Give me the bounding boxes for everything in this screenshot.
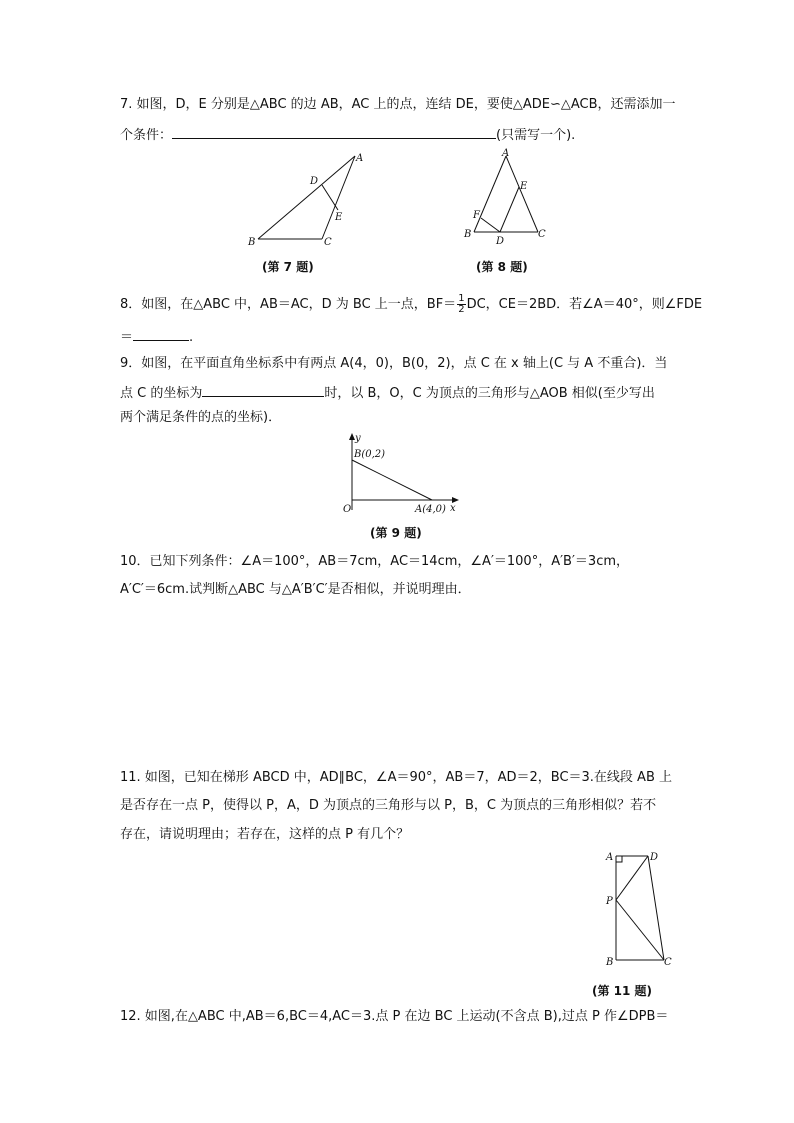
fig8-caption: (第 8 题) [476,260,528,274]
fig8-label-b: B [464,229,472,240]
q11-line1: 11. 如图，已知在梯形 ABCD 中，AD∥BC，∠A＝90°，AB＝7，AD＝2，BC＝3.在线段 AB 上 [120,770,673,785]
q8-frac-den: 2 [458,304,465,315]
q8-line2 [120,326,193,347]
fig11-label-a: A [606,852,614,863]
q8-frac-num: 1 [458,293,465,304]
fig7-label-c: C [324,237,332,248]
q9-line2 [120,382,655,403]
fig9-label-b: B(0,2) [354,449,386,460]
fig8-label-f: F [473,210,480,221]
fig8-label-d: D [496,236,505,247]
fig9-label-x: x [450,503,456,514]
fig7-caption: (第 7 题) [262,260,314,274]
figure-9 [336,430,466,518]
q9-answer-blank[interactable] [202,382,324,397]
figure-7 [240,148,380,252]
q9-line2-suffix: 时，以 B，O，C 为顶点的三角形与△AOB 相似(至少写出 [324,386,655,401]
q8-line2-suffix: . [189,330,194,345]
figure-11 [598,846,682,970]
q8-fraction [457,294,465,315]
fig7-label-a: A [356,153,364,164]
q7-line2 [120,124,575,145]
q8-line1-part2: DC，CE＝2BD．若∠A＝40°，则∠FDE [466,297,703,312]
fig11-caption: (第 11 题) [592,984,653,998]
q11-line3: 存在，请说明理由；若存在，这样的点 P 有几个？ [120,827,410,842]
fig9-label-y: y [355,433,361,444]
fig11-label-c: C [664,957,672,968]
fig9-label-a: A(4,0) [415,504,446,515]
figure-8 [462,148,562,252]
q7-line1: 7. 如图，D，E 分别是△ABC 的边 AB，AC 上的点，连结 DE，要使△ADE∽△ACB，还需添加一 [120,97,676,112]
q9-line2-prefix: 点 C 的坐标为 [120,386,203,401]
q8-line1-part1: 8．如图，在△ABC 中，AB＝AC，D 为 BC 上一点，BF＝ [120,297,457,312]
fig9-label-o: O [343,504,352,515]
q11-line2: 是否存在一点 P，使得以 P，A，D 为顶点的三角形与以 P，B，C 为顶点的三角形相似？若不 [120,798,657,813]
fig8-label-c: C [538,229,546,240]
q8-line1 [120,294,702,315]
q9-line1: 9．如图，在平面直角坐标系中有两点 A(4，0)，B(0，2)，点 C 在 x 轴上(C 与 A 不重合)．当 [120,356,668,371]
fig7-label-e: E [335,212,343,223]
q8-answer-blank[interactable] [133,326,189,341]
fig11-label-p: P [606,896,613,907]
q12-line1: 12. 如图,在△ABC 中,AB＝6,BC＝4,AC＝3.点 P 在边 BC 上运动(不含点 B),过点 P 作∠DPB＝ [120,1009,669,1024]
q7-line2-suffix: (只需写一个). [496,128,576,143]
q7-line2-prefix: 个条件： [120,128,173,143]
fig8-label-a: A [502,148,510,159]
fig11-label-d: D [650,852,659,863]
fig9-caption: (第 9 题) [370,526,422,540]
fig7-label-d: D [310,176,319,187]
fig11-label-b: B [606,957,614,968]
q7-answer-blank[interactable] [172,124,496,139]
q10-line1: 10．已知下列条件：∠A＝100°，AB＝7cm，AC＝14cm，∠A′＝100°，A′B′＝3cm， [120,554,629,569]
q10-line2: A′C′＝6cm.试判断△ABC 与△A′B′C′是否相似，并说明理由． [120,582,471,597]
q8-line2-prefix: ＝ [120,330,134,345]
fig7-label-b: B [248,237,256,248]
fig8-label-e: E [520,181,528,192]
q9-line3: 两个满足条件的点的坐标)． [120,410,282,425]
right-angle-mark-icon [616,856,622,862]
